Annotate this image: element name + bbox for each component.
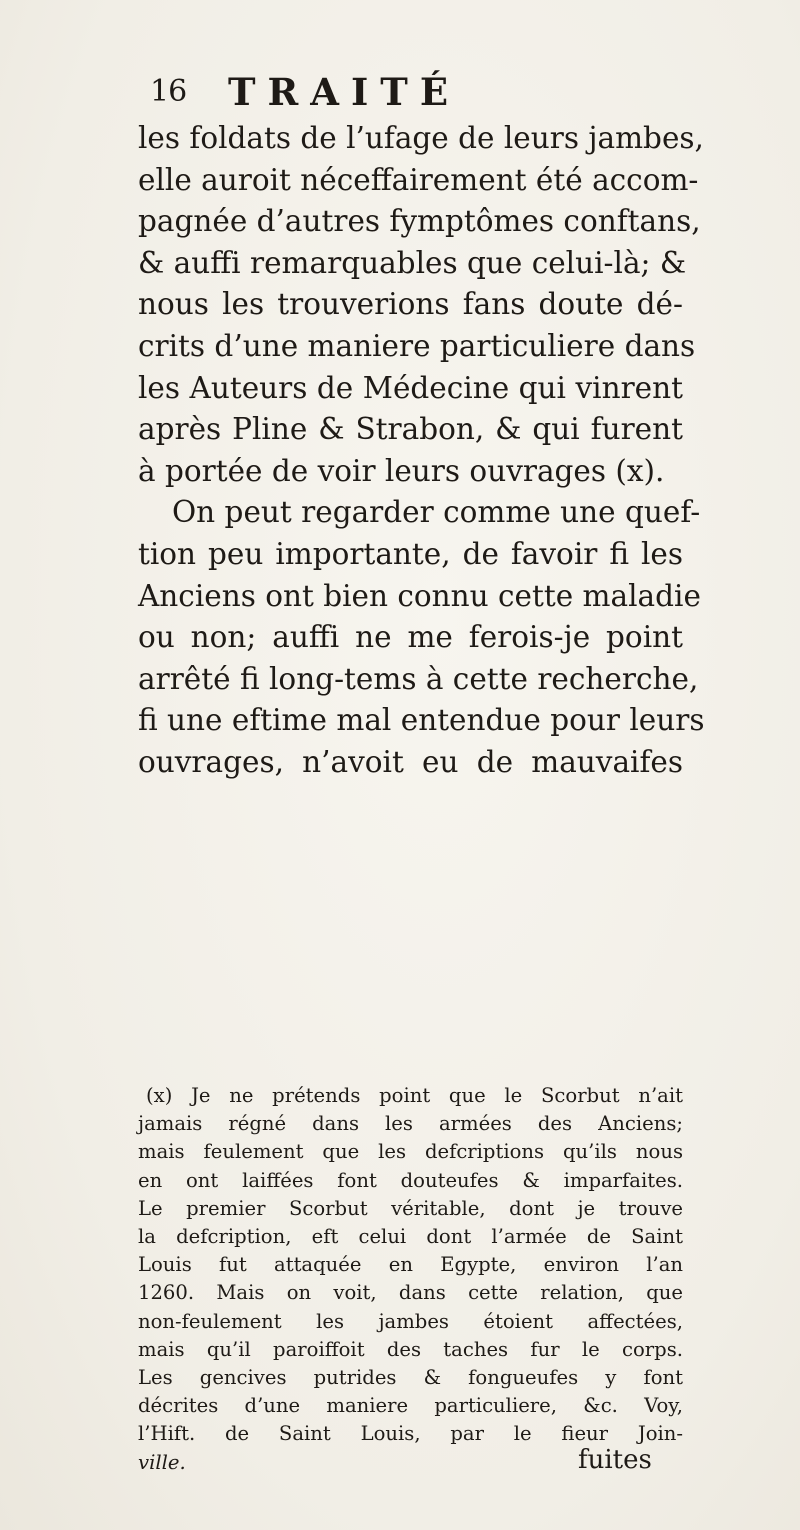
footnote bbox=[138, 1082, 683, 1477]
text-line: fi une eftime mal entendue pour leurs bbox=[138, 703, 705, 738]
footnote-line: mais feulement que les defcriptions qu’ils nous bbox=[138, 1140, 683, 1164]
footnote-line: 1260. Mais on voit, dans cette relation, que bbox=[138, 1281, 683, 1305]
text-line: crits d’une maniere particuliere dans bbox=[138, 328, 696, 363]
text-line: elle auroit néceffairement été accom- bbox=[138, 162, 699, 197]
footnote-line: la defcription, eft celui dont l’armée de Saint bbox=[138, 1225, 683, 1249]
main-text bbox=[138, 118, 705, 784]
text-line: On peut regarder comme une quef- bbox=[172, 495, 701, 530]
footnote-line: en ont laiffées font douteufes & imparfaites. bbox=[138, 1168, 683, 1192]
page-header bbox=[150, 72, 710, 122]
text-line: les foldats de l’ufage de leurs jambes, bbox=[138, 121, 704, 155]
text-line: nous les trouverions fans doute dé- bbox=[138, 287, 683, 322]
footnote-line: l’Hift. de Saint Louis, par le fieur Join- bbox=[138, 1422, 683, 1446]
page-number: 16 bbox=[150, 74, 187, 109]
footnote-line: jamais régné dans les armées des Anciens; bbox=[138, 1112, 683, 1136]
text-line: & auffi remarquables que celui-là; & bbox=[138, 245, 687, 280]
footnote-line: décrites d’une maniere particuliere, &c. Voy, bbox=[138, 1394, 683, 1418]
text-line: arrêté fi long-tems à cette recherche, bbox=[138, 661, 699, 696]
text-line: après Pline & Strabon, & qui furent bbox=[138, 412, 683, 447]
text-line: à portée de voir leurs ouvrages (x). bbox=[138, 453, 665, 488]
text-line: tion peu importante, de favoir fi les bbox=[138, 536, 683, 571]
footnote-line: Les gencives putrides & fongueufes y font bbox=[138, 1366, 683, 1390]
catchword: fuites bbox=[578, 1445, 652, 1475]
footnote-line: mais qu’il paroiffoit des taches fur le corps. bbox=[138, 1337, 683, 1361]
footnote-line: (x) Je ne prétends point que le Scorbut n’ait bbox=[146, 1084, 683, 1107]
text-line: ou non; auffi ne me ferois-je point bbox=[138, 620, 683, 655]
footnote-line: Le premier Scorbut véritable, dont je trouve bbox=[138, 1196, 683, 1220]
text-line: les Auteurs de Médecine qui vinrent bbox=[138, 370, 683, 405]
footnote-line: Louis fut attaquée en Egypte, environ l’an bbox=[138, 1253, 683, 1277]
footnote-line: non-feulement les jambes étoient affectées, bbox=[138, 1309, 683, 1333]
text-line: pagnée d’autres fymptômes conftans, bbox=[138, 204, 701, 239]
text-line: ouvrages, n’avoit eu de mauvaifes bbox=[138, 744, 683, 779]
footnote-line: ville. bbox=[138, 1450, 186, 1474]
text-line: Anciens ont bien connu cette maladie bbox=[138, 578, 701, 613]
running-title: TRAITÉ bbox=[228, 70, 461, 114]
